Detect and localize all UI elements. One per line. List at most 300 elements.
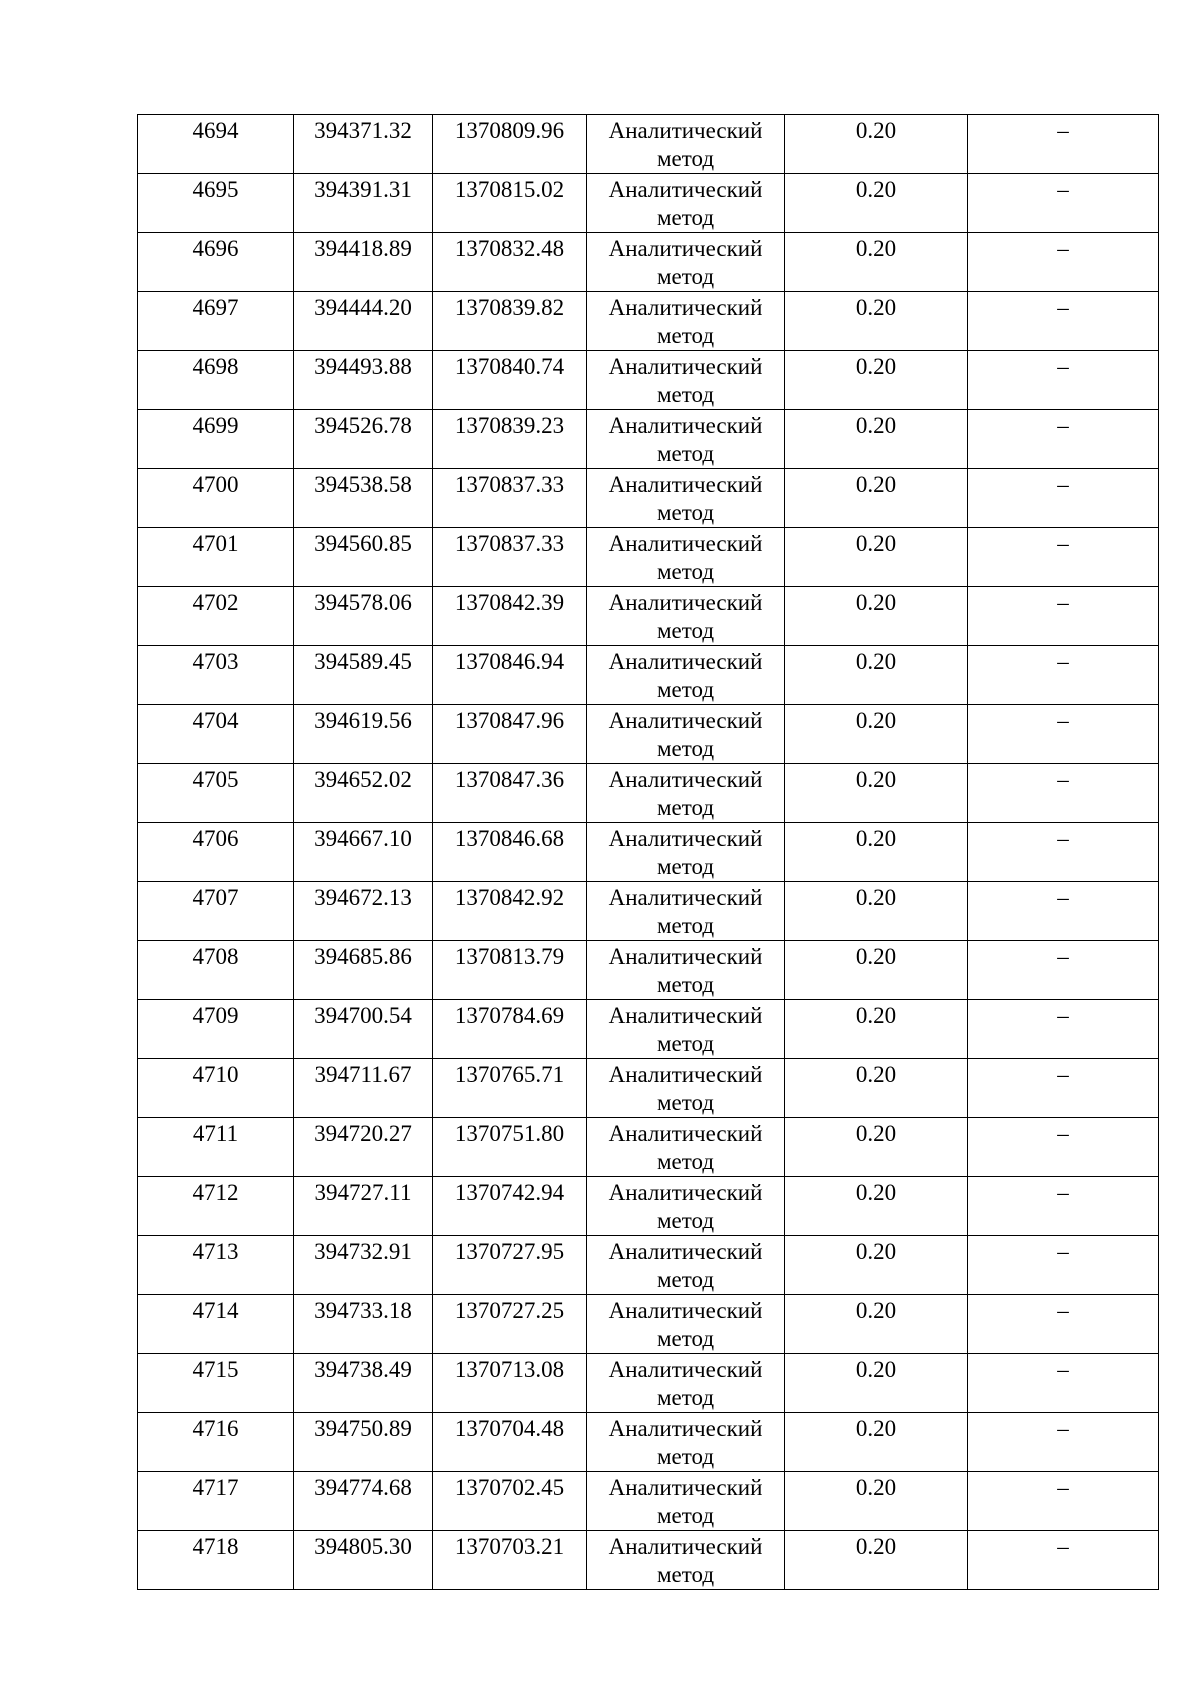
accuracy-cell-text: 0.20 — [855, 1180, 897, 1205]
point-number-cell — [138, 1413, 294, 1472]
note-cell — [968, 410, 1159, 469]
note-cell — [968, 1177, 1159, 1236]
method-cell — [587, 764, 785, 823]
y-coordinate-cell — [433, 882, 587, 941]
point-number-cell-text: 4698 — [192, 354, 239, 379]
point-number-cell-text: 4705 — [192, 767, 239, 792]
method-cell-text: Аналитический метод — [608, 885, 763, 938]
method-cell — [587, 1354, 785, 1413]
y-coordinate-cell-text: 1370837.33 — [454, 531, 565, 556]
table-row — [138, 410, 1159, 469]
note-cell-text: – — [1057, 236, 1069, 261]
method-cell-text: Аналитический метод — [608, 1239, 763, 1292]
y-coordinate-cell — [433, 528, 587, 587]
note-cell — [968, 174, 1159, 233]
note-cell — [968, 823, 1159, 882]
accuracy-cell — [785, 1177, 968, 1236]
accuracy-cell-text: 0.20 — [855, 708, 897, 733]
table-row — [138, 823, 1159, 882]
method-cell — [587, 528, 785, 587]
x-coordinate-cell — [294, 469, 433, 528]
point-number-cell-text: 4712 — [192, 1180, 239, 1205]
y-coordinate-cell — [433, 941, 587, 1000]
y-coordinate-cell-text: 1370840.74 — [454, 354, 565, 379]
accuracy-cell — [785, 292, 968, 351]
y-coordinate-cell-text: 1370813.79 — [454, 944, 565, 969]
x-coordinate-cell — [294, 882, 433, 941]
accuracy-cell — [785, 1413, 968, 1472]
accuracy-cell — [785, 174, 968, 233]
table-row — [138, 233, 1159, 292]
x-coordinate-cell-text: 394493.88 — [314, 354, 412, 379]
x-coordinate-cell-text: 394391.31 — [314, 177, 412, 202]
accuracy-cell — [785, 115, 968, 174]
method-cell — [587, 1236, 785, 1295]
y-coordinate-cell — [433, 174, 587, 233]
x-coordinate-cell — [294, 1118, 433, 1177]
note-cell-text: – — [1057, 1298, 1069, 1323]
accuracy-cell-text: 0.20 — [855, 1121, 897, 1146]
point-number-cell — [138, 1118, 294, 1177]
y-coordinate-cell — [433, 1118, 587, 1177]
point-number-cell — [138, 174, 294, 233]
coordinates-table-body — [138, 115, 1159, 1590]
method-cell-text: Аналитический метод — [608, 413, 763, 466]
point-number-cell-text: 4703 — [192, 649, 239, 674]
x-coordinate-cell — [294, 646, 433, 705]
method-cell-text: Аналитический метод — [608, 590, 763, 643]
note-cell — [968, 1295, 1159, 1354]
x-coordinate-cell-text: 394774.68 — [314, 1475, 412, 1500]
point-number-cell — [138, 1295, 294, 1354]
x-coordinate-cell — [294, 1177, 433, 1236]
y-coordinate-cell-text: 1370702.45 — [454, 1475, 565, 1500]
accuracy-cell-text: 0.20 — [855, 590, 897, 615]
accuracy-cell — [785, 351, 968, 410]
method-cell-text: Аналитический метод — [608, 177, 763, 230]
note-cell — [968, 292, 1159, 351]
note-cell — [968, 351, 1159, 410]
note-cell — [968, 1118, 1159, 1177]
accuracy-cell-text: 0.20 — [855, 1298, 897, 1323]
note-cell — [968, 882, 1159, 941]
table-row — [138, 1354, 1159, 1413]
method-cell — [587, 882, 785, 941]
method-cell-text: Аналитический метод — [608, 826, 763, 879]
method-cell — [587, 351, 785, 410]
x-coordinate-cell-text: 394732.91 — [314, 1239, 412, 1264]
x-coordinate-cell-text: 394652.02 — [314, 767, 412, 792]
point-number-cell — [138, 1177, 294, 1236]
method-cell-text: Аналитический метод — [608, 1357, 763, 1410]
y-coordinate-cell — [433, 115, 587, 174]
method-cell — [587, 1000, 785, 1059]
x-coordinate-cell-text: 394560.85 — [314, 531, 412, 556]
y-coordinate-cell-text: 1370784.69 — [454, 1003, 565, 1028]
y-coordinate-cell — [433, 410, 587, 469]
x-coordinate-cell-text: 394733.18 — [314, 1298, 412, 1323]
point-number-cell-text: 4697 — [192, 295, 239, 320]
y-coordinate-cell-text: 1370809.96 — [454, 118, 565, 143]
accuracy-cell — [785, 1118, 968, 1177]
table-row — [138, 1531, 1159, 1590]
note-cell-text: – — [1057, 649, 1069, 674]
y-coordinate-cell — [433, 1000, 587, 1059]
y-coordinate-cell-text: 1370727.25 — [454, 1298, 565, 1323]
point-number-cell-text: 4710 — [192, 1062, 239, 1087]
accuracy-cell-text: 0.20 — [855, 649, 897, 674]
table-row — [138, 1000, 1159, 1059]
x-coordinate-cell — [294, 1000, 433, 1059]
note-cell-text: – — [1057, 1062, 1069, 1087]
method-cell-text: Аналитический метод — [608, 649, 763, 702]
method-cell-text: Аналитический метод — [608, 1416, 763, 1469]
y-coordinate-cell — [433, 1059, 587, 1118]
method-cell — [587, 410, 785, 469]
x-coordinate-cell — [294, 705, 433, 764]
accuracy-cell — [785, 1000, 968, 1059]
method-cell-text: Аналитический метод — [608, 354, 763, 407]
accuracy-cell-text: 0.20 — [855, 531, 897, 556]
method-cell — [587, 1413, 785, 1472]
method-cell — [587, 233, 785, 292]
note-cell — [968, 1059, 1159, 1118]
accuracy-cell-text: 0.20 — [855, 944, 897, 969]
x-coordinate-cell — [294, 941, 433, 1000]
table-row — [138, 174, 1159, 233]
method-cell-text: Аналитический метод — [608, 1003, 763, 1056]
y-coordinate-cell-text: 1370704.48 — [454, 1416, 565, 1441]
accuracy-cell — [785, 1059, 968, 1118]
x-coordinate-cell-text: 394685.86 — [314, 944, 412, 969]
table-row — [138, 528, 1159, 587]
y-coordinate-cell — [433, 351, 587, 410]
accuracy-cell — [785, 587, 968, 646]
x-coordinate-cell — [294, 1472, 433, 1531]
accuracy-cell — [785, 941, 968, 1000]
y-coordinate-cell-text: 1370742.94 — [454, 1180, 565, 1205]
point-number-cell-text: 4708 — [192, 944, 239, 969]
table-row — [138, 351, 1159, 410]
y-coordinate-cell-text: 1370703.21 — [454, 1534, 565, 1559]
x-coordinate-cell — [294, 1413, 433, 1472]
x-coordinate-cell — [294, 174, 433, 233]
point-number-cell-text: 4701 — [192, 531, 239, 556]
point-number-cell-text: 4702 — [192, 590, 239, 615]
table-row — [138, 882, 1159, 941]
y-coordinate-cell — [433, 1177, 587, 1236]
accuracy-cell — [785, 1236, 968, 1295]
x-coordinate-cell — [294, 823, 433, 882]
point-number-cell-text: 4716 — [192, 1416, 239, 1441]
point-number-cell — [138, 705, 294, 764]
y-coordinate-cell — [433, 587, 587, 646]
note-cell-text: – — [1057, 413, 1069, 438]
table-row — [138, 587, 1159, 646]
method-cell — [587, 1059, 785, 1118]
method-cell — [587, 1531, 785, 1590]
table-row — [138, 1177, 1159, 1236]
table-row — [138, 1059, 1159, 1118]
note-cell-text: – — [1057, 1121, 1069, 1146]
x-coordinate-cell-text: 394720.27 — [314, 1121, 412, 1146]
x-coordinate-cell — [294, 764, 433, 823]
y-coordinate-cell-text: 1370727.95 — [454, 1239, 565, 1264]
table-row — [138, 941, 1159, 1000]
point-number-cell — [138, 1000, 294, 1059]
accuracy-cell — [785, 764, 968, 823]
point-number-cell — [138, 1354, 294, 1413]
note-cell-text: – — [1057, 118, 1069, 143]
note-cell — [968, 233, 1159, 292]
note-cell — [968, 1354, 1159, 1413]
y-coordinate-cell-text: 1370846.68 — [454, 826, 565, 851]
x-coordinate-cell — [294, 1531, 433, 1590]
method-cell — [587, 1295, 785, 1354]
method-cell-text: Аналитический метод — [608, 531, 763, 584]
note-cell-text: – — [1057, 944, 1069, 969]
x-coordinate-cell — [294, 1236, 433, 1295]
x-coordinate-cell — [294, 115, 433, 174]
y-coordinate-cell-text: 1370847.36 — [454, 767, 565, 792]
accuracy-cell-text: 0.20 — [855, 1416, 897, 1441]
point-number-cell — [138, 528, 294, 587]
method-cell-text: Аналитический метод — [608, 118, 763, 171]
accuracy-cell — [785, 1531, 968, 1590]
point-number-cell-text: 4713 — [192, 1239, 239, 1264]
y-coordinate-cell-text: 1370842.92 — [454, 885, 565, 910]
accuracy-cell — [785, 469, 968, 528]
y-coordinate-cell-text: 1370815.02 — [454, 177, 565, 202]
note-cell-text: – — [1057, 472, 1069, 497]
y-coordinate-cell-text: 1370832.48 — [454, 236, 565, 261]
table-row — [138, 1236, 1159, 1295]
y-coordinate-cell-text: 1370839.82 — [454, 295, 565, 320]
accuracy-cell-text: 0.20 — [855, 885, 897, 910]
method-cell — [587, 1118, 785, 1177]
table-row — [138, 646, 1159, 705]
method-cell-text: Аналитический метод — [608, 1475, 763, 1528]
note-cell-text: – — [1057, 1003, 1069, 1028]
coordinates-table — [137, 114, 1159, 1590]
method-cell — [587, 646, 785, 705]
method-cell — [587, 1177, 785, 1236]
x-coordinate-cell-text: 394711.67 — [314, 1062, 412, 1087]
y-coordinate-cell-text: 1370846.94 — [454, 649, 565, 674]
note-cell-text: – — [1057, 1475, 1069, 1500]
point-number-cell — [138, 941, 294, 1000]
point-number-cell-text: 4704 — [192, 708, 239, 733]
y-coordinate-cell — [433, 1295, 587, 1354]
y-coordinate-cell-text: 1370842.39 — [454, 590, 565, 615]
method-cell — [587, 469, 785, 528]
accuracy-cell — [785, 882, 968, 941]
x-coordinate-cell-text: 394589.45 — [314, 649, 412, 674]
x-coordinate-cell — [294, 410, 433, 469]
x-coordinate-cell-text: 394538.58 — [314, 472, 412, 497]
accuracy-cell — [785, 410, 968, 469]
y-coordinate-cell — [433, 1531, 587, 1590]
method-cell-text: Аналитический метод — [608, 295, 763, 348]
note-cell-text: – — [1057, 708, 1069, 733]
method-cell-text: Аналитический метод — [608, 944, 763, 997]
y-coordinate-cell-text: 1370713.08 — [454, 1357, 565, 1382]
point-number-cell-text: 4707 — [192, 885, 239, 910]
method-cell — [587, 115, 785, 174]
y-coordinate-cell — [433, 1236, 587, 1295]
note-cell — [968, 1413, 1159, 1472]
method-cell — [587, 823, 785, 882]
y-coordinate-cell — [433, 469, 587, 528]
table-row — [138, 115, 1159, 174]
point-number-cell-text: 4717 — [192, 1475, 239, 1500]
accuracy-cell-text: 0.20 — [855, 413, 897, 438]
x-coordinate-cell-text: 394805.30 — [314, 1534, 412, 1559]
accuracy-cell — [785, 823, 968, 882]
note-cell — [968, 705, 1159, 764]
x-coordinate-cell-text: 394750.89 — [314, 1416, 412, 1441]
y-coordinate-cell — [433, 1472, 587, 1531]
accuracy-cell-text: 0.20 — [855, 1003, 897, 1028]
x-coordinate-cell-text: 394418.89 — [314, 236, 412, 261]
y-coordinate-cell — [433, 823, 587, 882]
note-cell-text: – — [1057, 354, 1069, 379]
point-number-cell — [138, 1531, 294, 1590]
y-coordinate-cell — [433, 1413, 587, 1472]
accuracy-cell — [785, 1295, 968, 1354]
y-coordinate-cell-text: 1370839.23 — [454, 413, 565, 438]
table-row — [138, 1118, 1159, 1177]
point-number-cell — [138, 115, 294, 174]
point-number-cell-text: 4709 — [192, 1003, 239, 1028]
y-coordinate-cell — [433, 646, 587, 705]
table-row — [138, 1472, 1159, 1531]
x-coordinate-cell — [294, 1059, 433, 1118]
x-coordinate-cell-text: 394738.49 — [314, 1357, 412, 1382]
method-cell-text: Аналитический метод — [608, 236, 763, 289]
x-coordinate-cell — [294, 233, 433, 292]
x-coordinate-cell-text: 394727.11 — [314, 1180, 412, 1205]
point-number-cell-text: 4699 — [192, 413, 239, 438]
note-cell — [968, 115, 1159, 174]
note-cell-text: – — [1057, 1239, 1069, 1264]
x-coordinate-cell — [294, 351, 433, 410]
accuracy-cell — [785, 233, 968, 292]
accuracy-cell-text: 0.20 — [855, 1062, 897, 1087]
point-number-cell-text: 4718 — [192, 1534, 239, 1559]
point-number-cell — [138, 1236, 294, 1295]
note-cell-text: – — [1057, 531, 1069, 556]
table-row — [138, 1413, 1159, 1472]
point-number-cell-text: 4695 — [192, 177, 239, 202]
point-number-cell — [138, 882, 294, 941]
note-cell-text: – — [1057, 295, 1069, 320]
x-coordinate-cell — [294, 1354, 433, 1413]
accuracy-cell-text: 0.20 — [855, 1534, 897, 1559]
point-number-cell-text: 4715 — [192, 1357, 239, 1382]
note-cell-text: – — [1057, 826, 1069, 851]
point-number-cell — [138, 292, 294, 351]
note-cell — [968, 1531, 1159, 1590]
note-cell — [968, 646, 1159, 705]
accuracy-cell-text: 0.20 — [855, 295, 897, 320]
note-cell — [968, 1000, 1159, 1059]
x-coordinate-cell-text: 394700.54 — [314, 1003, 412, 1028]
x-coordinate-cell — [294, 528, 433, 587]
note-cell — [968, 587, 1159, 646]
x-coordinate-cell — [294, 292, 433, 351]
x-coordinate-cell-text: 394578.06 — [314, 590, 412, 615]
accuracy-cell-text: 0.20 — [855, 472, 897, 497]
x-coordinate-cell-text: 394526.78 — [314, 413, 412, 438]
method-cell — [587, 174, 785, 233]
y-coordinate-cell-text: 1370765.71 — [454, 1062, 565, 1087]
x-coordinate-cell-text: 394371.32 — [314, 118, 412, 143]
point-number-cell-text: 4694 — [192, 118, 239, 143]
method-cell-text: Аналитический метод — [608, 1180, 763, 1233]
accuracy-cell — [785, 705, 968, 764]
note-cell-text: – — [1057, 885, 1069, 910]
method-cell-text: Аналитический метод — [608, 1121, 763, 1174]
x-coordinate-cell — [294, 1295, 433, 1354]
note-cell-text: – — [1057, 767, 1069, 792]
point-number-cell-text: 4711 — [192, 1121, 239, 1146]
note-cell-text: – — [1057, 1357, 1069, 1382]
y-coordinate-cell — [433, 233, 587, 292]
accuracy-cell-text: 0.20 — [855, 177, 897, 202]
method-cell — [587, 292, 785, 351]
x-coordinate-cell-text: 394619.56 — [314, 708, 412, 733]
note-cell-text: – — [1057, 590, 1069, 615]
method-cell — [587, 705, 785, 764]
accuracy-cell-text: 0.20 — [855, 1239, 897, 1264]
point-number-cell — [138, 646, 294, 705]
point-number-cell — [138, 823, 294, 882]
method-cell — [587, 941, 785, 1000]
accuracy-cell-text: 0.20 — [855, 1357, 897, 1382]
table-row — [138, 292, 1159, 351]
y-coordinate-cell — [433, 292, 587, 351]
method-cell-text: Аналитический метод — [608, 1062, 763, 1115]
point-number-cell-text: 4706 — [192, 826, 239, 851]
note-cell — [968, 941, 1159, 1000]
point-number-cell — [138, 469, 294, 528]
point-number-cell — [138, 764, 294, 823]
point-number-cell — [138, 233, 294, 292]
accuracy-cell-text: 0.20 — [855, 826, 897, 851]
point-number-cell-text: 4714 — [192, 1298, 239, 1323]
note-cell — [968, 1236, 1159, 1295]
accuracy-cell — [785, 1354, 968, 1413]
note-cell — [968, 528, 1159, 587]
method-cell-text: Аналитический метод — [608, 1534, 763, 1587]
note-cell — [968, 1472, 1159, 1531]
y-coordinate-cell-text: 1370847.96 — [454, 708, 565, 733]
accuracy-cell — [785, 1472, 968, 1531]
point-number-cell-text: 4700 — [192, 472, 239, 497]
method-cell-text: Аналитический метод — [608, 767, 763, 820]
note-cell-text: – — [1057, 1534, 1069, 1559]
note-cell — [968, 764, 1159, 823]
accuracy-cell-text: 0.20 — [855, 236, 897, 261]
method-cell-text: Аналитический метод — [608, 708, 763, 761]
accuracy-cell-text: 0.20 — [855, 118, 897, 143]
x-coordinate-cell — [294, 587, 433, 646]
method-cell-text: Аналитический метод — [608, 472, 763, 525]
method-cell — [587, 587, 785, 646]
x-coordinate-cell-text: 394672.13 — [314, 885, 412, 910]
accuracy-cell — [785, 528, 968, 587]
